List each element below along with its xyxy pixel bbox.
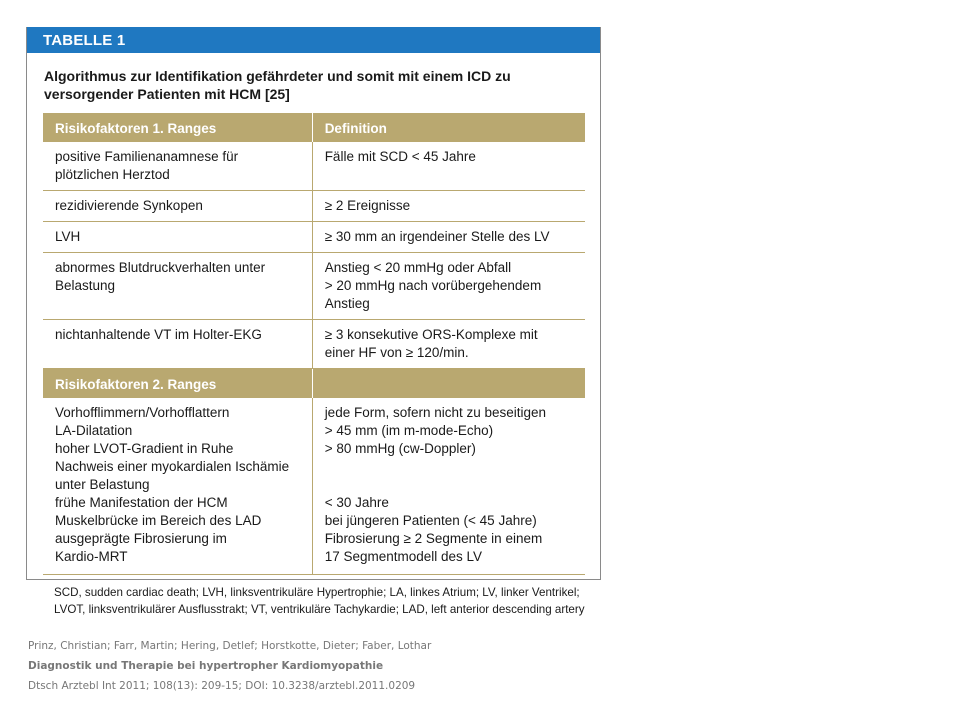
cell-line: einer HF von ≥ 120/min. bbox=[324, 345, 469, 360]
table-cell bbox=[312, 142, 585, 191]
citation-authors: Prinz, Christian; Farr, Martin; Hering, Detlef; Horstkotte, Dieter; Faber, Lothar bbox=[28, 640, 432, 652]
header-risk-factors-1: Risikofaktoren 1. Ranges bbox=[43, 113, 312, 142]
table-row bbox=[43, 320, 585, 369]
table-cell bbox=[312, 191, 585, 222]
table-row bbox=[43, 191, 585, 222]
citation-source: Dtsch Arztebl Int 2011; 108(13): 209-15; DOI: 10.3238/arztebl.2011.0209 bbox=[28, 680, 416, 692]
table-cell bbox=[312, 253, 585, 320]
cell-line: > 80 mmHg (cw-Doppler) bbox=[324, 441, 476, 456]
cell-line: > 45 mm (im m-mode-Echo) bbox=[324, 423, 494, 438]
table-footnote bbox=[54, 584, 614, 618]
table-cell bbox=[43, 253, 312, 320]
table-row bbox=[43, 222, 585, 253]
header-definition: Definition bbox=[312, 113, 585, 142]
cell-line: unter Belastung bbox=[55, 477, 150, 492]
cell-line: jede Form, sofern nicht zu beseitigen bbox=[324, 405, 547, 420]
table-cell bbox=[312, 398, 585, 575]
cell-line: Nachweis einer myokardialen Ischämie bbox=[55, 459, 290, 474]
cell-line: ≥ 30 mm an irgendeiner Stelle des LV bbox=[324, 229, 550, 244]
cell-line: ≥ 3 konsekutive ORS-Komplexe mit bbox=[324, 327, 538, 342]
cell-line: bei jüngeren Patienten (< 45 Jahre) bbox=[324, 513, 537, 528]
table-cell bbox=[312, 222, 585, 253]
table-cell bbox=[43, 320, 312, 369]
cell-line: rezidivierende Synkopen bbox=[55, 198, 203, 213]
cell-line: Muskelbrücke im Bereich des LAD bbox=[55, 513, 262, 528]
cell-line bbox=[325, 458, 573, 476]
figure-header: TABELLE 1 bbox=[27, 27, 600, 53]
table-cell bbox=[312, 320, 585, 369]
footnote-line: LVOT, linksventrikulärer Ausflusstrakt; VT, ventrikuläre Tachykardie; LAD, left anterior descending artery bbox=[54, 603, 585, 616]
cell-line: ≥ 2 Ereignisse bbox=[324, 198, 411, 213]
table-cell bbox=[43, 398, 312, 575]
table-row bbox=[43, 398, 585, 575]
figure-title-line: versorgender Patienten mit HCM [25] bbox=[44, 86, 290, 102]
header-risk-factors-2: Risikofaktoren 2. Ranges bbox=[43, 369, 312, 399]
cell-line: LA-Dilatation bbox=[55, 423, 133, 438]
figure-title-line: Algorithmus zur Identifikation gefährdeter und somit mit einem ICD zu bbox=[44, 68, 511, 84]
cell-line: 17 Segmentmodell des LV bbox=[324, 549, 483, 564]
table-figure bbox=[26, 27, 601, 580]
citation-title: Diagnostik und Therapie bei hypertropher Kardiomyopathie bbox=[28, 660, 384, 672]
figure-title bbox=[44, 67, 564, 103]
cell-line: Belastung bbox=[55, 278, 116, 293]
cell-line: abnormes Blutdruckverhalten unter bbox=[55, 260, 266, 275]
table-cell bbox=[43, 191, 312, 222]
table-header-row bbox=[43, 369, 585, 399]
citation bbox=[28, 636, 431, 696]
header-empty bbox=[312, 369, 585, 399]
cell-line bbox=[325, 476, 573, 494]
cell-line: hoher LVOT-Gradient in Ruhe bbox=[55, 441, 234, 456]
cell-line: Fibrosierung ≥ 2 Segmente in einem bbox=[324, 531, 543, 546]
footnote-line: SCD, sudden cardiac death; LVH, linksventrikuläre Hypertrophie; LA, linkes Atrium; LV, linker Ventrikel; bbox=[54, 586, 580, 599]
cell-line: nichtanhaltende VT im Holter-EKG bbox=[55, 327, 262, 342]
table-cell bbox=[43, 222, 312, 253]
cell-line: > 20 mmHg nach vorübergehendem bbox=[324, 278, 542, 293]
cell-line: Anstieg < 20 mmHg oder Abfall bbox=[324, 260, 512, 275]
cell-line: ausgeprägte Fibrosierung im bbox=[55, 531, 227, 546]
cell-line: positive Familienanamnese für bbox=[55, 149, 239, 164]
cell-line: < 30 Jahre bbox=[324, 495, 389, 510]
table-cell bbox=[43, 142, 312, 191]
cell-line: plötzlichen Herztod bbox=[55, 167, 170, 182]
cell-line: Anstieg bbox=[324, 296, 370, 311]
table-header-row bbox=[43, 113, 585, 142]
table-row bbox=[43, 253, 585, 320]
cell-line: frühe Manifestation der HCM bbox=[55, 495, 228, 510]
cell-line: LVH bbox=[55, 229, 81, 244]
risk-factor-table bbox=[43, 113, 585, 575]
cell-line: Kardio-MRT bbox=[55, 549, 128, 564]
table-row bbox=[43, 142, 585, 191]
cell-line: Vorhofflimmern/Vorhofflattern bbox=[55, 405, 230, 420]
cell-line: Fälle mit SCD < 45 Jahre bbox=[324, 149, 476, 164]
